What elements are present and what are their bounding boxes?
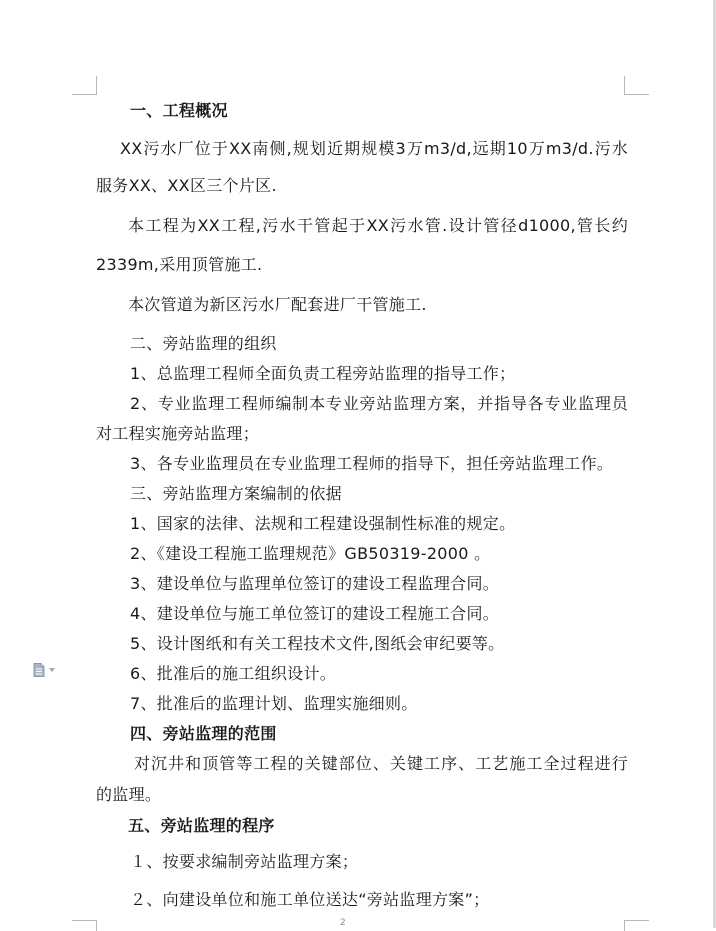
list-item: 1、国家的法律、法规和工程建设强制性标准的规定。 (130, 514, 516, 533)
document-icon (33, 663, 45, 677)
list-item: ２、向建设单位和施工单位送达“旁站监理方案”； (130, 890, 490, 909)
crop-mark-bottom-left (72, 920, 97, 931)
list-item: 5、设计图纸和有关工程技术文件,图纸会审纪要等。 (130, 634, 505, 653)
heading-project-overview: 一、工程概况 (130, 101, 228, 120)
heading-supervision-organization: 二、旁站监理的组织 (130, 334, 277, 353)
paragraph-line: 2339m,采用顶管施工. (96, 255, 263, 274)
list-item: １、按要求编制旁站监理方案； (130, 852, 359, 871)
heading-supervision-procedure: 五、旁站监理的程序 (128, 816, 275, 835)
crop-mark-top-right (624, 76, 649, 95)
chevron-down-icon (49, 668, 55, 672)
list-item: 3、各专业监理员在专业监理工程师的指导下，担任旁站监理工作。 (130, 454, 614, 473)
paragraph-line: 服务XX、XX区三个片区. (96, 176, 277, 195)
paragraph-line: XX污水厂位于XX南侧,规划近期规模3万m3/d,远期10万m3/d.污水 (120, 139, 628, 158)
heading-supervision-scope: 四、旁站监理的范围 (130, 724, 277, 743)
list-item-continuation: 对工程实施旁站监理； (96, 424, 260, 443)
margin-document-button[interactable] (33, 662, 63, 678)
list-item: 4、建设单位与施工单位签订的建设工程施工合同。 (130, 604, 500, 623)
paragraph-line: 本工程为XX工程,污水干管起于XX污水管.设计管径d1000,管长约 (128, 216, 628, 235)
paragraph-line: 本次管道为新区污水厂配套进厂干管施工. (128, 295, 427, 314)
page-number: 2 (340, 918, 346, 928)
list-item: 6、批准后的施工组织设计。 (130, 664, 337, 683)
paragraph-line: 的监理。 (96, 785, 162, 804)
list-item: 3、建设单位与监理单位签订的建设工程监理合同。 (130, 574, 500, 593)
list-item: 2、《建设工程施工监理规范》GB50319-2000 。 (130, 544, 491, 563)
list-item: 7、批准后的监理计划、监理实施细则。 (130, 694, 418, 713)
crop-mark-top-left (72, 76, 97, 95)
crop-mark-bottom-right (624, 920, 649, 931)
list-item: 1、总监理工程师全面负责工程旁站监理的指导工作； (130, 364, 516, 383)
heading-plan-basis: 三、旁站监理方案编制的依据 (130, 484, 342, 503)
paragraph-line: 对沉井和顶管等工程的关键部位、关键工序、工艺施工全过程进行 (134, 754, 628, 773)
list-item: 2、专业监理工程师编制本专业旁站监理方案，并指导各专业监理员 (130, 394, 628, 413)
